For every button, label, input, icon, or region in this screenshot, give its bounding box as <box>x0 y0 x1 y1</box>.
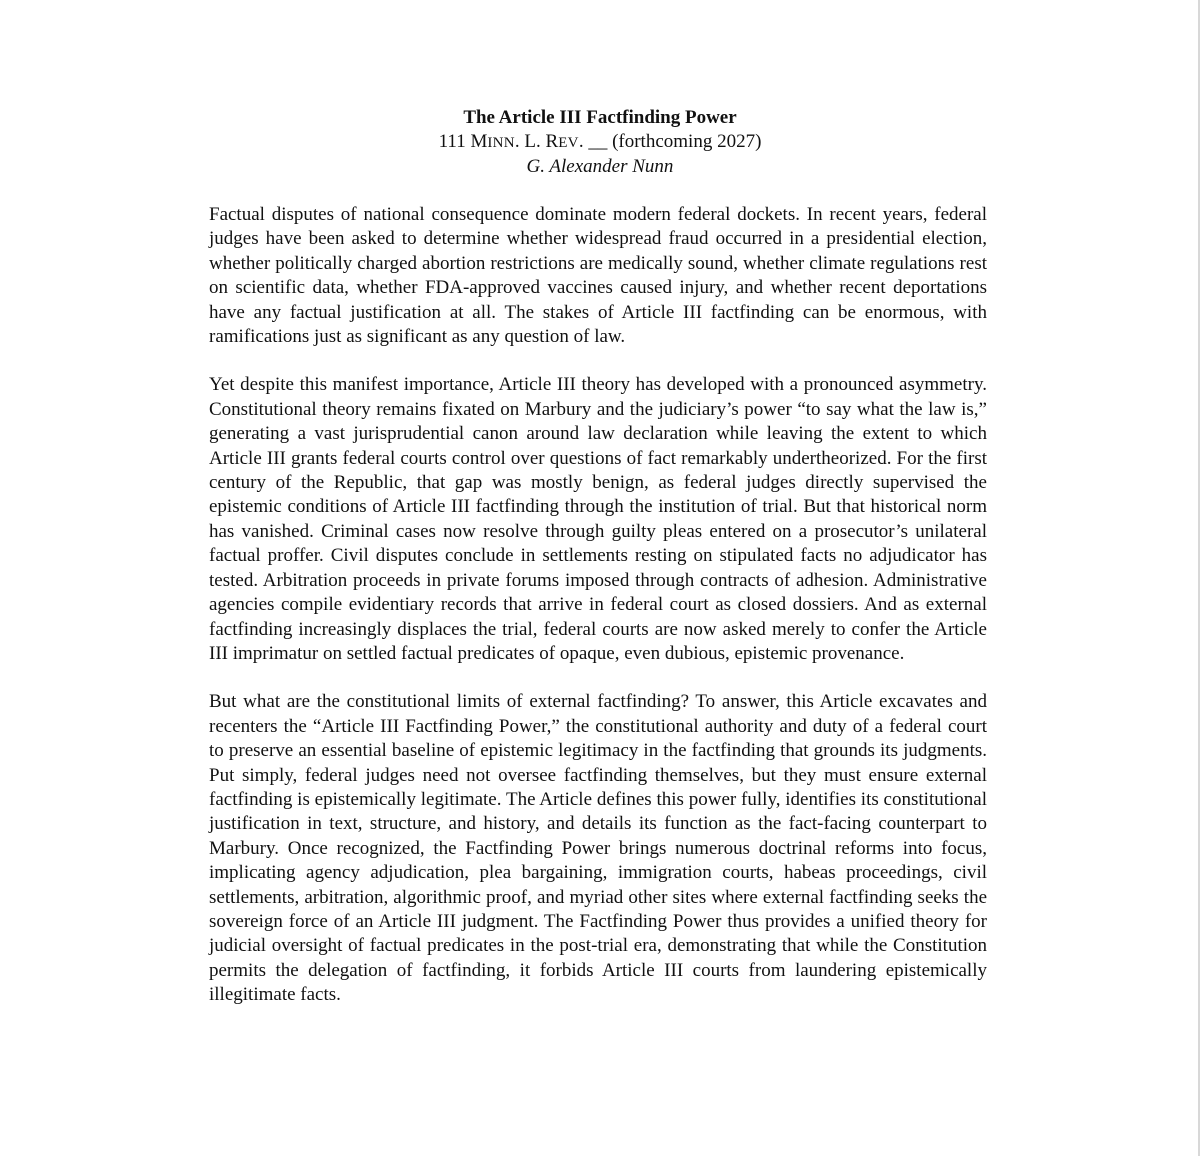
abstract-body <box>209 203 987 1032</box>
citation-line <box>0 130 1200 155</box>
citation-page-blank: __ <box>588 131 608 152</box>
article-title: The Article III Factfinding Power <box>463 107 737 128</box>
citation-volume: 111 <box>438 131 466 152</box>
paragraph-3: But what are the constitutional limits of external factfinding? To answer, this Article excavates and recenters the “Article III Factfinding Power,” the constitutional authority and duty of a federal court to preserve an essential baseline of epistemic legitimacy in the factfinding that grounds its judgments. Put simply, federal judges need not oversee factfinding themselves, but they must ensure external factfinding is epistemically legitimate. The Article defines this power fully, identifies its constitutional justification in text, structure, and history, and details its function as the fact-facing counterpart to Marbury. Once recognized, the Factfinding Power brings numerous doctrinal reforms into focus, implicating agency adjudication, plea bargaining, immigration courts, habeas proceedings, civil settlements, arbitration, algorithmic proof, and myriad other sites where external factfinding seeks the sovereign force of an Article III judgment. The Factfinding Power thus provides a unified theory for judicial oversight of factual predicates in the post-trial era, demonstrating that while the Constitution permits the delegation of factfinding, it forbids Article III courts from laundering epistemically illegitimate facts. <box>209 691 987 1006</box>
paragraph-2: Yet despite this manifest importance, Article III theory has developed with a pronounced asymmetry. Constitutional theory remains fixated on Marbury and the judiciary’s power “to say what the law is,” generating a vast jurisprudential canon around law declaration while leaving the extent to which Article III grants federal courts control over questions of fact remarkably undertheorized. For the first century of the Republic, that gap was mostly benign, as federal judges directly supervised the epistemic conditions of Article III factfinding through the institution of trial. But that historical norm has vanished. Criminal cases now resolve through guilty pleas entered on a prosecutor’s unilateral factual proffer. Civil disputes conclude in settlements resting on stipulated facts no adjudicator has tested. Arbitration proceeds in private forums imposed through contracts of adhesion. Administrative agencies compile evidentiary records that arrive in federal court as closed dossiers. And as external factfinding increasingly displaces the trial, federal courts are now asked merely to confer the Article III imprimatur on settled factual predicates of opaque, even dubious, epistemic provenance. <box>209 374 987 664</box>
citation-journal: MINN. L. REV. <box>470 131 584 152</box>
document-header <box>0 106 1200 179</box>
citation-status: (forthcoming 2027) <box>612 131 762 152</box>
paragraph-1: Factual disputes of national consequence dominate modern federal dockets. In recent years, federal judges have been asked to determine whether widespread fraud occurred in a presidential election, whether politically charged abortion restrictions are medically sound, whether climate regulations rest on scientific data, whether FDA-approved vaccines caused injury, and whether recent deportations have any factual justification at all. The stakes of Article III factfinding can be enormous, with ramifications just as significant as any question of law. <box>209 204 987 348</box>
author-name: G. Alexander Nunn <box>526 156 674 177</box>
